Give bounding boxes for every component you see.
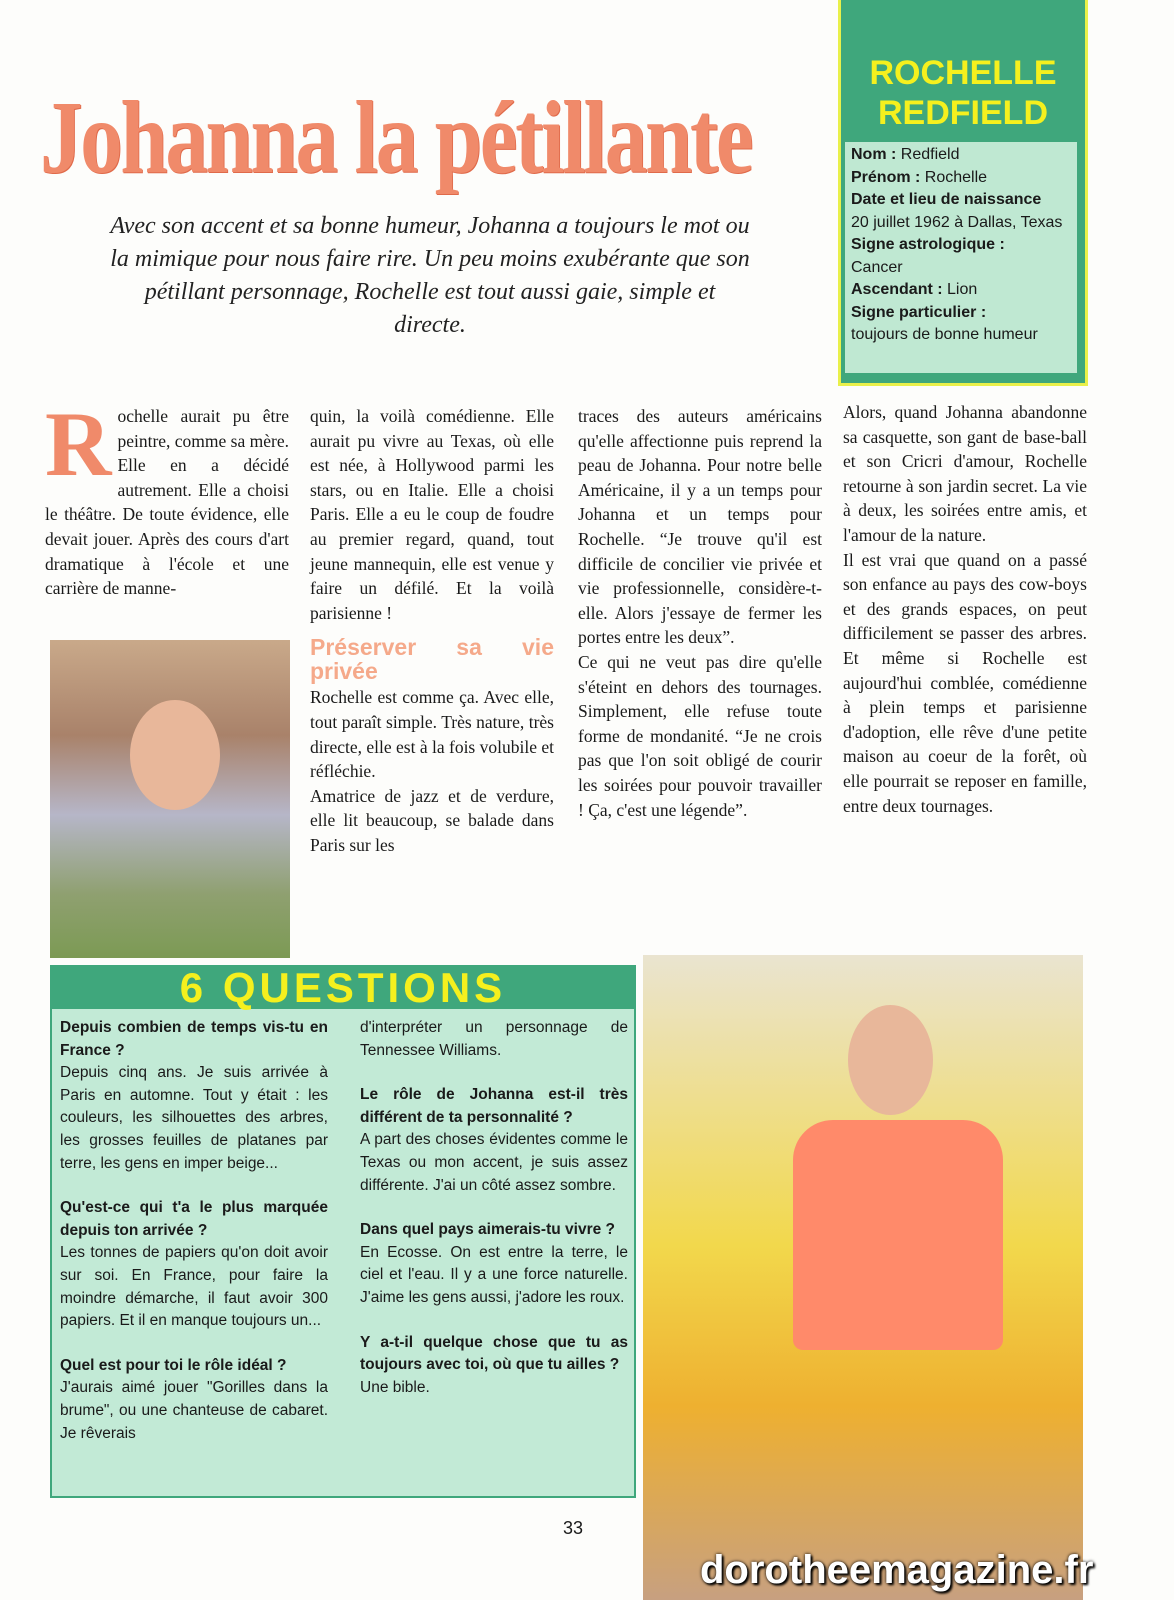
watermark: dorotheemagazine.fr [700,1548,1094,1592]
article-column-3 [578,404,822,822]
answer: d'interpréter un personnage de Tennessee Williams. [360,1019,628,1059]
fact-label: Signe particulier : [851,303,987,321]
questions-column-1 [60,1017,328,1445]
profile-sidebar [838,0,1088,386]
question: Qu'est-ce qui t'a le plus marquée depuis ton arrivée ? [60,1199,328,1239]
fact-value: Lion [947,281,978,298]
article-column-1 [45,393,289,601]
paragraph: Rochelle est comme ça. Avec elle, tout paraît simple. Très nature, très directe, elle est à la fois volubile et réfléchie. [310,687,554,782]
paragraph: quin, la voilà comédienne. Elle aurait pu vivre au Texas, où elle est née, à Hollywood parmi les stars, ou en Italie. Elle a choisi Paris. Elle a eu le coup de foudre au premier regard, quand, tout jeune mannequin, elle est venue y faire un défilé. Et la voilà parisienne ! [310,406,554,623]
answer: Les tonnes de papiers qu'on doit avoir sur soi. En France, pour faire la moindre démarche, il faut avoir 300 papiers. Et il en manque toujours un... [60,1244,328,1330]
profile-name-first: ROCHELLE [869,54,1057,92]
fact-value: Rochelle [924,168,988,186]
article-intro: Avec son accent et sa bonne humeur, Johanna a toujours le mot ou la mimique pour nous faire rire. Un peu moins exubérante que son pétillant personnage, Rochelle est tout aussi gaie, simple et directe. [110,213,750,338]
answer: A part des choses évidentes comme le Texas ou mon accent, je suis assez différente. J'ai un côté assez sombre. [360,1131,628,1194]
question: Le rôle de Johanna est-il très différent de ta personnalité ? [360,1086,628,1126]
questions-column-2 [360,1017,628,1399]
answer: Une bible. [360,1378,430,1396]
questions-heading: 6 QUESTIONS [52,967,634,1009]
exercise-bike-photo [643,955,1083,1600]
article-title: Johanna la pétillante [40,80,752,195]
fact-label: Nom : [851,146,897,163]
question: Dans quel pays aimerais-tu vivre ? [360,1221,615,1239]
profile-name-last: REDFIELD [878,94,1048,132]
paragraph: Alors, quand Johanna abandonne sa casquette, son gant de base-ball et son Cricri d'amour, Rochelle retourne à son jardin secret. La vie à deux, les soirées entre amis, et l'amour de la nature. [843,402,1087,545]
fact-value: toujours de bonne humeur [851,326,1038,343]
paragraph: traces des auteurs américains qu'elle affectionne puis reprend la peau de Johanna. Pour notre belle Américaine, il y a un temps pour Johanna et un temps pour Rochelle. “Je trouve qu'il est difficile de concilier vie privée et vie professionnelle, considère-t-elle. Alors j'essaye de fermer les portes entre les deux”. [578,406,822,648]
paragraph: Ce qui ne veut pas dire qu'elle s'éteint en dehors des tournages. Simplement, elle refuse toute forme de mondanité. “Je ne crois pas que l'on soit obligé de courir les soirées pour pouvoir travailler ! Ça, c'est une légende”. [578,651,822,820]
paragraph: Amatrice de jazz et de verdure, elle lit beaucoup, se balade dans Paris sur les [310,785,554,855]
fact-value: Redfield [900,146,960,163]
question: Quel est pour toi le rôle idéal ? [60,1356,287,1374]
fact-label: Date et lieu de naissance [851,191,1042,208]
answer: J'aurais aimé jouer "Gorilles dans la brume", ou une chanteuse de cabaret. Je rêverais [60,1379,328,1442]
fact-label: Ascendant : [851,281,943,298]
questions-box [50,965,636,1498]
fact-label: Signe astrologique : [851,236,1005,253]
page-number: 33 [563,1518,584,1538]
profile-facts [845,142,1077,373]
fact-value: 20 juillet 1962 à Dallas, Texas [851,213,1063,231]
article-column-4 [843,400,1087,818]
answer: Depuis cinq ans. Je suis arrivée à Paris en automne. Tout y était : les couleurs, les silhouettes des arbres, les grosses feuilles de platanes par terre, les gens en imper beige... [60,1064,328,1172]
question: Depuis combien de temps vis-tu en France ? [60,1019,328,1059]
drop-cap: R [45,393,112,495]
paragraph: Il est vrai que quand on a passé son enfance au pays des cow-boys et des grands espaces, on peut difficilement se passer des arbres. Et même si Rochelle est aujourd'hui comblée, comédienne à plein temps et parisienne d'adoption, elle rêve d'une petite maison au coeur de la forêt, où elle pourrait se reposer en famille, entre deux tournages. [843,549,1087,816]
answer: En Ecosse. On est entre la terre, le ciel et l'eau. Il y a une force naturelle. J'aime les gens aussi, j'adore les roux. [360,1243,628,1306]
portrait-photo [50,640,290,958]
paragraph: ochelle aurait pu être peintre, comme sa mère. Elle en a décidé autrement. Elle a choisi le théâtre. De toute évidence, elle devait jouer. Après des cours d'art dramatique à l'école et une carrière de manne- [45,406,289,599]
fact-value: Cancer [851,258,903,276]
subheading: Préserver sa vie privée [310,634,554,685]
article-column-2 [310,404,554,858]
question: Y a-t-il quelque chose que tu as toujours avec toi, où que tu ailles ? [360,1333,628,1374]
fact-label: Prénom : [851,168,921,186]
